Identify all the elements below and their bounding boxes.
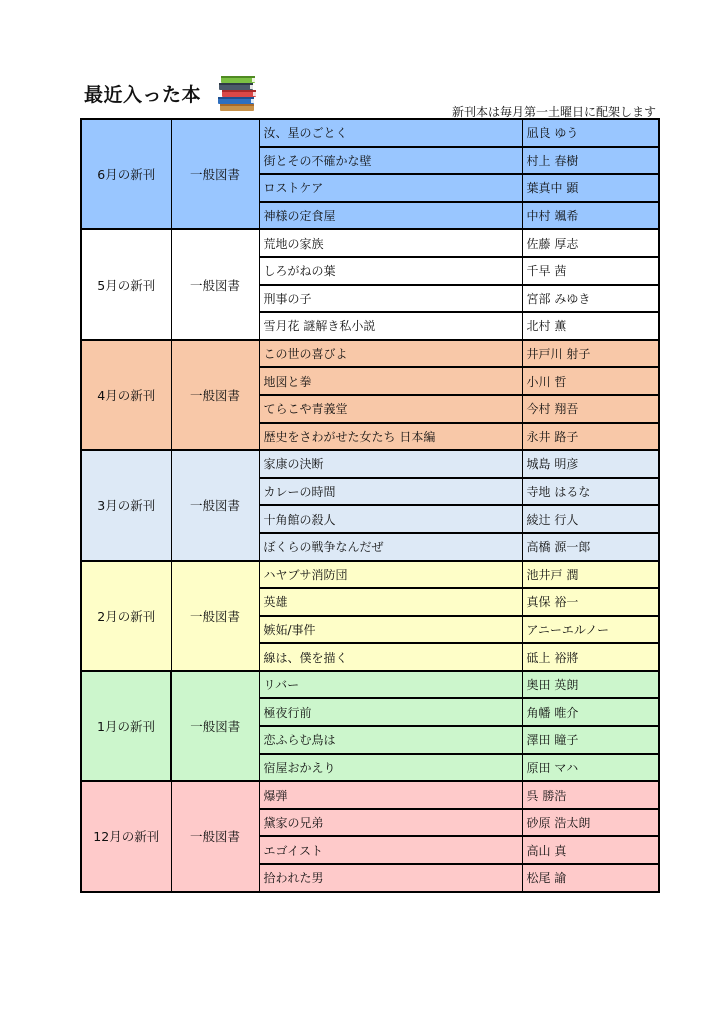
book-title: 黛家の兄弟: [259, 809, 522, 837]
category-label: 一般図書: [171, 450, 259, 560]
book-author: 凪良 ゆう: [522, 119, 659, 147]
month-label: 3月の新刊: [81, 450, 171, 560]
month-label: 5月の新刊: [81, 229, 171, 339]
book-row: [81, 781, 659, 809]
page-title: 最近入った本: [84, 84, 202, 106]
book-author: 小川 哲: [522, 367, 659, 395]
book-title: リバー: [259, 671, 522, 699]
book-title: ぼくらの戦争なんだぜ: [259, 533, 522, 561]
book-author: 葉真中 顕: [522, 174, 659, 202]
category-label: 一般図書: [171, 781, 259, 891]
book-row: [81, 450, 659, 478]
book-author: 綾辻 行人: [522, 505, 659, 533]
shelving-note: 新刊本は毎月第一土曜日に配架します: [451, 105, 656, 119]
category-label: 一般図書: [171, 229, 259, 339]
book-title: 家康の決断: [259, 450, 522, 478]
book-row: [81, 671, 659, 699]
book-row: [81, 340, 659, 368]
book-author: 砥上 裕將: [522, 643, 659, 671]
book-author: 奥田 英朗: [522, 671, 659, 699]
book-title: 十角館の殺人: [259, 505, 522, 533]
book-title: ハヤブサ消防団: [259, 561, 522, 589]
book-author: 原田 マハ: [522, 754, 659, 782]
book-title: 歴史をさわがせた女たち 日本編: [259, 423, 522, 451]
book-author: 寺地 はるな: [522, 478, 659, 506]
book-author: 池井戸 潤: [522, 561, 659, 589]
category-label: 一般図書: [171, 671, 259, 781]
book-title: てらこや青義堂: [259, 395, 522, 423]
book-title: 刑事の子: [259, 285, 522, 313]
book-author: 砂原 浩太朗: [522, 809, 659, 837]
book-author: 宮部 みゆき: [522, 285, 659, 313]
month-label: 1月の新刊: [81, 671, 171, 781]
book-author: 今村 翔吾: [522, 395, 659, 423]
book-author: 真保 裕一: [522, 588, 659, 616]
book-title: 線は、僕を描く: [259, 643, 522, 671]
book-author: 高橋 源一郎: [522, 533, 659, 561]
book-title: 宿屋おかえり: [259, 754, 522, 782]
book-author: 澤田 瞳子: [522, 726, 659, 754]
book-title: 英雄: [259, 588, 522, 616]
book-title: 地図と拳: [259, 367, 522, 395]
book-author: 高山 真: [522, 836, 659, 864]
book-author: 永井 路子: [522, 423, 659, 451]
book-title: この世の喜びよ: [259, 340, 522, 368]
book-title: 街とその不確かな壁: [259, 147, 522, 175]
month-label: 12月の新刊: [81, 781, 171, 891]
book-title: 爆弾: [259, 781, 522, 809]
book-title: しろがねの葉: [259, 257, 522, 285]
book-title: 極夜行前: [259, 698, 522, 726]
category-label: 一般図書: [171, 119, 259, 229]
book-title: 神様の定食屋: [259, 202, 522, 230]
month-label: 2月の新刊: [81, 561, 171, 671]
new-books-table: [80, 118, 660, 893]
books-stack-icon: [214, 74, 262, 114]
book-author: 呉 勝浩: [522, 781, 659, 809]
book-title: 雪月花 謎解き私小説: [259, 312, 522, 340]
book-title: 荒地の家族: [259, 229, 522, 257]
category-label: 一般図書: [171, 340, 259, 450]
book-author: 松尾 諭: [522, 864, 659, 892]
book-title: カレーの時間: [259, 478, 522, 506]
book-author: アニーエルノー: [522, 616, 659, 644]
book-author: 城島 明彦: [522, 450, 659, 478]
book-title: 汝、星のごとく: [259, 119, 522, 147]
category-label: 一般図書: [171, 561, 259, 671]
book-author: 佐藤 厚志: [522, 229, 659, 257]
book-title: 嫉妬/事件: [259, 616, 522, 644]
book-author: 千早 茜: [522, 257, 659, 285]
book-author: 村上 春樹: [522, 147, 659, 175]
book-author: 北村 薫: [522, 312, 659, 340]
month-label: 4月の新刊: [81, 340, 171, 450]
book-title: 拾われた男: [259, 864, 522, 892]
book-author: 井戸川 射子: [522, 340, 659, 368]
book-title: ロストケア: [259, 174, 522, 202]
book-row: [81, 119, 659, 147]
book-row: [81, 229, 659, 257]
book-author: 中村 颯希: [522, 202, 659, 230]
month-label: 6月の新刊: [81, 119, 171, 229]
book-author: 角幡 唯介: [522, 698, 659, 726]
book-row: [81, 561, 659, 589]
book-title: 恋ふらむ鳥は: [259, 726, 522, 754]
book-title: エゴイスト: [259, 836, 522, 864]
